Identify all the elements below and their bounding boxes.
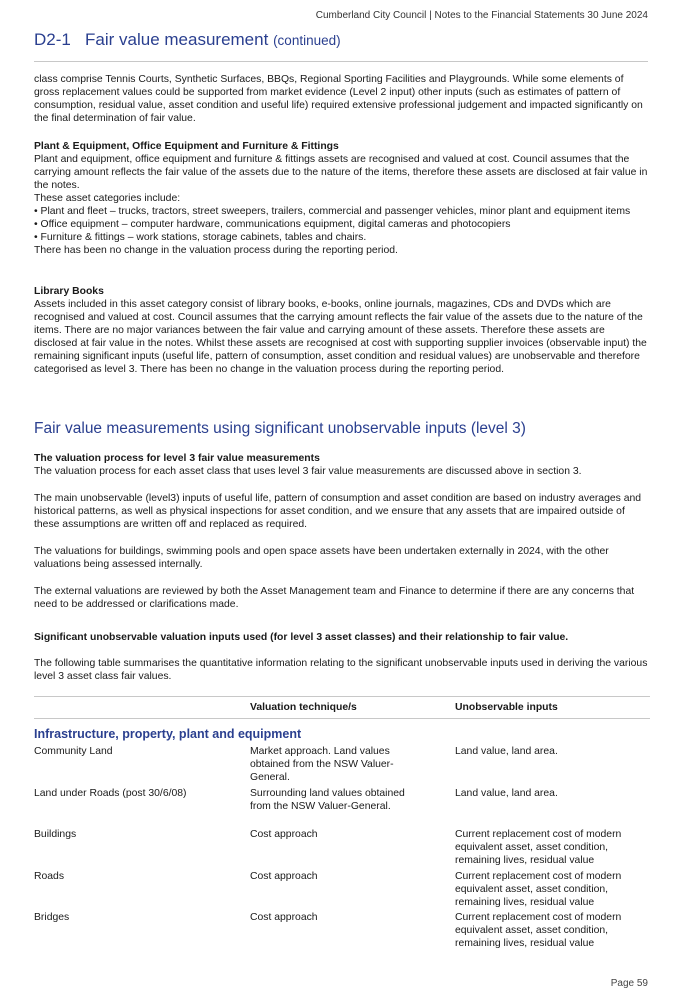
plant-bullet: • Furniture & fittings – work stations, storage cabinets, tables and chairs.	[34, 232, 367, 243]
row-technique: Cost approach	[250, 912, 318, 923]
library-section	[34, 285, 650, 376]
unobservable-inputs-paragraph	[34, 492, 650, 531]
intro-paragraph	[34, 73, 650, 125]
library-heading: Library Books	[34, 286, 104, 297]
significant-inputs-heading: Significant unobservable valuation inputs used (for level 3 asset classes) and their relationship to fair value.	[34, 632, 569, 643]
row-technique: Surrounding land values obtained from the NSW Valuer-General.	[250, 788, 405, 812]
significant-inputs-text: The following table summarises the quantitative information relating to the significant unobservable inputs used in deriving the various level 3 asset class fair values.	[34, 658, 648, 682]
row-inputs: Current replacement cost of modern equivalent asset, asset condition, remaining lives, residual value	[455, 912, 622, 949]
level3-para1: The main unobservable (level3) inputs of useful life, pattern of consumption and asset condition are based on industry averages and historical patterns, as well as physical inspections for asset condition, and we ensure that any assets that are impaired outside of these assumptions are written off and replaced as required.	[34, 493, 642, 530]
section-divider	[34, 61, 648, 62]
page-number: Page 59	[610, 978, 648, 989]
plant-bullet: • Office equipment – computer hardware, communications equipment, digital cameras and photocopiers	[34, 219, 511, 230]
row-inputs: Current replacement cost of modern equivalent asset, asset condition, remaining lives, residual value	[455, 829, 622, 866]
table-group-title: Infrastructure, property, plant and equipment	[34, 727, 302, 741]
plant-bullet: • Plant and fleet – trucks, tractors, street sweepers, trailers, commercial and passenger vehicles, minor plant and equipment items	[34, 206, 631, 217]
external-valuations-paragraph	[34, 545, 650, 571]
row-inputs: Land value, land area.	[455, 746, 558, 757]
plant-paragraph: Plant and equipment, office equipment and furniture & fittings assets are recognised and valued at cost. Council assumes that the carrying amount reflects the fair value of the assets due to the nature of the items, therefore these assets are disclosed at fair value in the notes.	[34, 154, 648, 191]
valuation-process-heading: The valuation process for level 3 fair value measurements	[34, 453, 320, 464]
row-technique: Market approach. Land values obtained from the NSW Valuer-General.	[250, 746, 394, 783]
review-paragraph	[34, 585, 650, 611]
table-header-rule	[34, 718, 650, 719]
row-asset: Roads	[34, 871, 65, 882]
level3-para3: The external valuations are reviewed by both the Asset Management team and Finance to determine if there are any concerns that need to be addressed or clarifications made.	[34, 586, 635, 610]
level3-title: Fair value measurements using significant unobservable inputs (level 3)	[34, 420, 526, 437]
plant-section	[34, 140, 650, 257]
row-technique: Cost approach	[250, 871, 318, 882]
valuation-process-text: The valuation process for each asset class that uses level 3 fair value measurements are discussed above in section 3.	[34, 466, 582, 477]
significant-inputs-heading-block	[34, 631, 650, 644]
section-title-suffix: (continued)	[273, 33, 341, 48]
plant-closing: There has been no change in the valuation process during the reporting period.	[34, 245, 398, 256]
level3-para2: The valuations for buildings, swimming pools and open space assets have been undertaken externally in 2024, with the other valuations being assessed internally.	[34, 546, 609, 570]
valuation-process-section	[34, 452, 650, 478]
row-asset: Community Land	[34, 746, 113, 757]
table-top-rule	[34, 696, 650, 697]
row-technique: Cost approach	[250, 829, 318, 840]
row-inputs: Current replacement cost of modern equivalent asset, asset condition, remaining lives, residual value	[455, 871, 622, 908]
header-valuation-technique: Valuation technique/s	[250, 702, 357, 713]
row-asset: Buildings	[34, 829, 77, 840]
row-asset: Bridges	[34, 912, 70, 923]
header-unobservable-inputs: Unobservable inputs	[455, 702, 558, 713]
plant-categories-intro: These asset categories include:	[34, 193, 181, 204]
plant-heading: Plant & Equipment, Office Equipment and Furniture & Fittings	[34, 141, 339, 152]
row-inputs: Land value, land area.	[455, 788, 558, 799]
significant-inputs-intro	[34, 657, 650, 683]
row-asset: Land under Roads (post 30/6/08)	[34, 788, 187, 799]
section-title-text: D2-1 Fair value measurement	[34, 30, 269, 49]
section-title	[34, 30, 341, 50]
library-paragraph: Assets included in this asset category consist of library books, e-books, online journals, magazines, CDs and DVDs which are recognised and valued at cost. Council assumes that the carrying amount reflects the fair value of the assets due to the nature of the items. There are no major variances between the fair value and carrying amount of these assets. Therefore these assets are disclosed at fair value in the notes. Whilst these assets are recognised at cost with supporting supplier invoices (observable input) the remaining significant inputs (useful life, pattern of consumption, asset condition and residual values) are unobservable and therefore categorised as level 3. There has been no change in the valuation process during the reporting period.	[34, 299, 647, 375]
intro-text: class comprise Tennis Courts, Synthetic Surfaces, BBQs, Regional Sporting Facilities and Playgrounds. While some elements of gross replacement values could be supported from market evidence (Level 2 input) other inputs (such as estimates of pattern of consumption, residual value, asset condition and useful life) required extensive professional judgement and impacted significantly on the final determination of fair value.	[34, 74, 643, 124]
running-header: Cumberland City Council | Notes to the Financial Statements 30 June 2024	[315, 10, 648, 21]
